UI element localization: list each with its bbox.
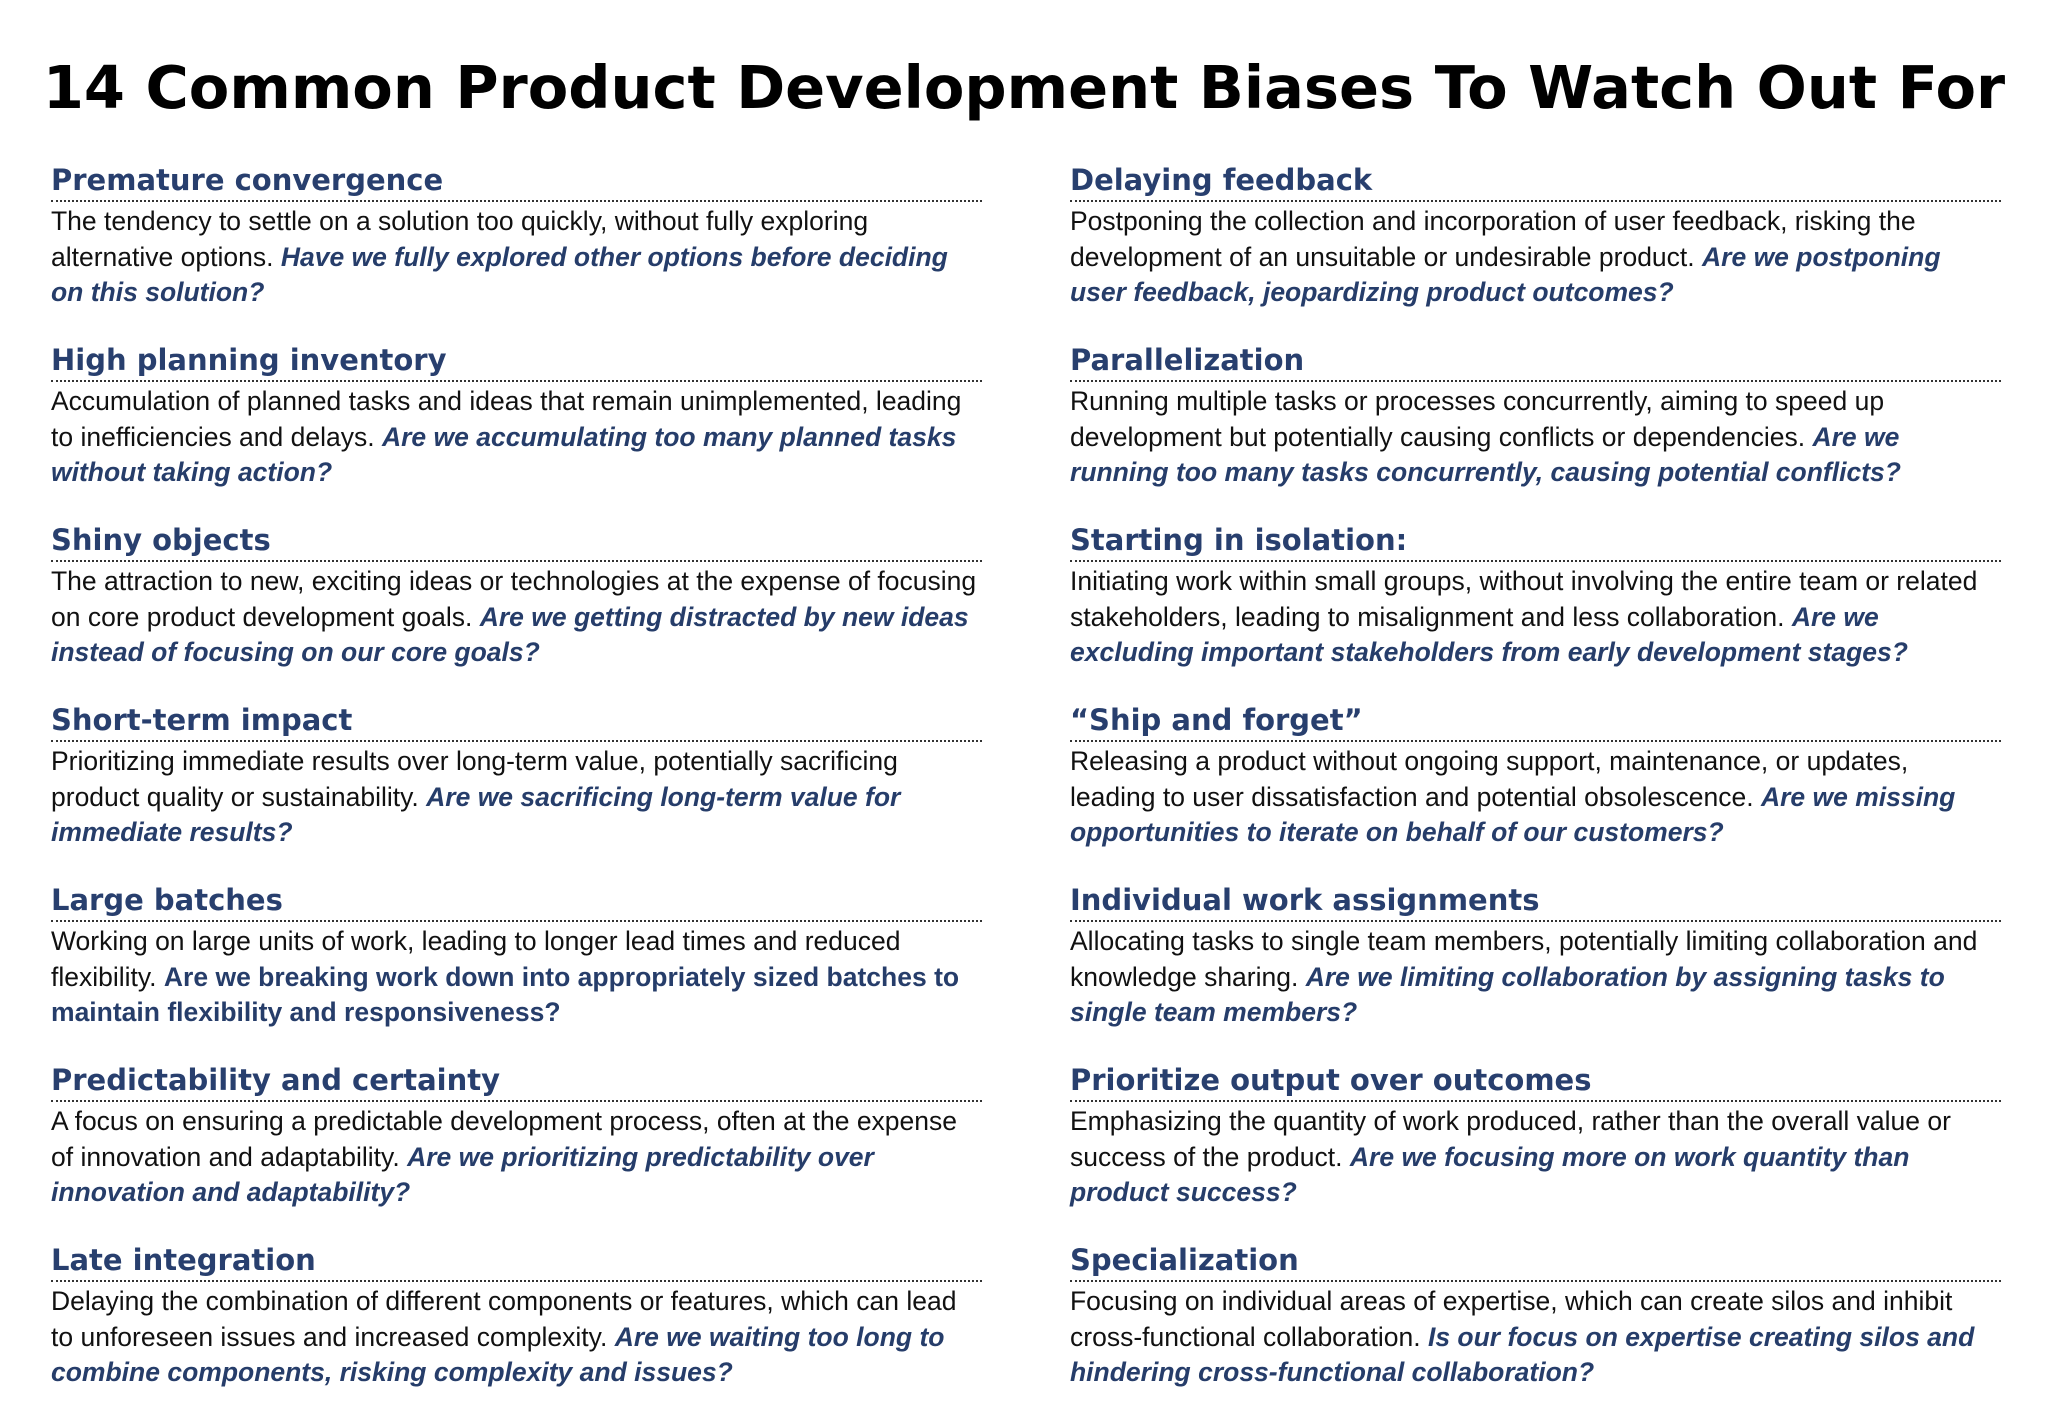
bias-description: Initiating work within small groups, without involving the entire team or related stakeholders, leading to misalignment and less collaboration.: [1070, 566, 1978, 632]
bias-heading: Specialization: [1070, 1242, 2001, 1282]
bias-description: Postponing the collection and incorporation of user feedback, risking the development of an unsuitable or undesirable product.: [1070, 206, 1916, 272]
bias-heading: Individual work assignments: [1070, 882, 2001, 922]
bias-text: [51, 1282, 982, 1391]
bias-entry-parallelization: [1070, 342, 2001, 522]
bias-heading: Starting in isolation:: [1070, 522, 2001, 562]
bias-text: [1070, 202, 2001, 311]
bias-text: [51, 1102, 982, 1211]
bias-heading: Delaying feedback: [1070, 162, 2001, 202]
bias-question: Are we sacrificing long-term value for immediate results?: [51, 781, 901, 847]
bias-text: [1070, 562, 2001, 671]
bias-text: [51, 202, 982, 311]
bias-text: [51, 562, 982, 671]
bias-entry-prioritize-output-over-outcomes: [1070, 1062, 2001, 1242]
bias-question: Is our focus on expertise creating silos and hindering cross-functional collaboration?: [1070, 1321, 1975, 1387]
bias-description: The tendency to settle on a solution too quickly, without fully exploring alternative options.: [51, 206, 869, 272]
bias-question: Are we waiting too long to combine components, risking complexity and issues?: [51, 1321, 945, 1387]
bias-question: Are we focusing more on work quantity than product success?: [1070, 1141, 1910, 1207]
bias-description: Focusing on individual areas of expertise, which can create silos and inhibit cross-functional collaboration.: [1070, 1286, 1953, 1352]
bias-question: Are we excluding important stakeholders from early development stages?: [1070, 601, 1908, 667]
bias-heading: High planning inventory: [51, 342, 982, 382]
bias-question: Are we missing opportunities to iterate on behalf of our customers?: [1070, 781, 1956, 847]
bias-description: A focus on ensuring a predictable development process, often at the expense of innovation and adaptability.: [51, 1106, 958, 1172]
bias-entry-high-planning-inventory: [51, 342, 982, 522]
bias-description: The attraction to new, exciting ideas or technologies at the expense of focusing on core product development goals.: [51, 566, 977, 632]
bias-heading: Parallelization: [1070, 342, 2001, 382]
bias-description: Delaying the combination of different components or features, which can lead to unforeseen issues and increased complexity.: [51, 1286, 957, 1352]
bias-heading: Prioritize output over outcomes: [1070, 1062, 2001, 1102]
bias-description: Working on large units of work, leading to longer lead times and reduced flexibility.: [51, 926, 901, 992]
bias-entry-starting-in-isolation: [1070, 522, 2001, 702]
left-column: [51, 162, 982, 1422]
bias-description: Emphasizing the quantity of work produced, rather than the overall value or success of the product.: [1070, 1106, 1951, 1172]
bias-entry-individual-work-assignments: [1070, 882, 2001, 1062]
bias-question: Have we fully explored other options before deciding on this solution?: [51, 241, 948, 307]
bias-text: [51, 382, 982, 491]
bias-description: Accumulation of planned tasks and ideas that remain unimplemented, leading to inefficiencies and delays.: [51, 386, 962, 452]
bias-question: Are we prioritizing predictability over innovation and adaptability?: [51, 1141, 874, 1207]
bias-question: Are we postponing user feedback, jeopardizing product outcomes?: [1070, 241, 1941, 307]
bias-heading: Short-term impact: [51, 702, 982, 742]
bias-description: Releasing a product without ongoing support, maintenance, or updates, leading to user dissatisfaction and potential obsolescence.: [1070, 746, 1909, 812]
bias-heading: Premature convergence: [51, 162, 982, 202]
bias-question: Are we getting distracted by new ideas instead of focusing on our core goals?: [51, 601, 969, 667]
bias-entry-large-batches: [51, 882, 982, 1062]
bias-text: [51, 742, 982, 851]
bias-entry-late-integration: [51, 1242, 982, 1422]
bias-entry-specialization: [1070, 1242, 2001, 1422]
bias-heading: Late integration: [51, 1242, 982, 1282]
bias-description: Prioritizing immediate results over long-term value, potentially sacrificing product quality or sustainability.: [51, 746, 898, 812]
page-title: 14 Common Product Development Biases To Watch Out For: [42, 53, 2006, 122]
bias-heading: Predictability and certainty: [51, 1062, 982, 1102]
bias-question: Are we running too many tasks concurrently, causing potential conflicts?: [1070, 421, 1901, 487]
bias-entry-shiny-objects: [51, 522, 982, 702]
bias-entry-delaying-feedback: [1070, 162, 2001, 342]
bias-description: Allocating tasks to single team members, potentially limiting collaboration and knowledge sharing.: [1070, 926, 1978, 992]
bias-description: Running multiple tasks or processes concurrently, aiming to speed up development but potentially causing conflicts or dependencies.: [1070, 386, 1885, 452]
bias-text: [51, 922, 982, 1031]
bias-question: Are we limiting collaboration by assigning tasks to single team members?: [1070, 961, 1945, 1027]
bias-text: [1070, 382, 2001, 491]
bias-entry-predictability-and-certainty: [51, 1062, 982, 1242]
bias-heading: Shiny objects: [51, 522, 982, 562]
bias-entry-ship-and-forget: [1070, 702, 2001, 882]
bias-text: [1070, 742, 2001, 851]
bias-heading: Large batches: [51, 882, 982, 922]
bias-question: Are we accumulating too many planned tasks without taking action?: [51, 421, 957, 487]
right-column: [1070, 162, 2001, 1422]
bias-text: [1070, 922, 2001, 1031]
bias-question: Are we breaking work down into appropriately sized batches to maintain flexibility and responsiveness?: [51, 961, 960, 1027]
bias-heading: “Ship and forget”: [1070, 702, 2001, 742]
bias-text: [1070, 1102, 2001, 1211]
bias-text: [1070, 1282, 2001, 1391]
bias-entry-short-term-impact: [51, 702, 982, 882]
bias-entry-premature-convergence: [51, 162, 982, 342]
